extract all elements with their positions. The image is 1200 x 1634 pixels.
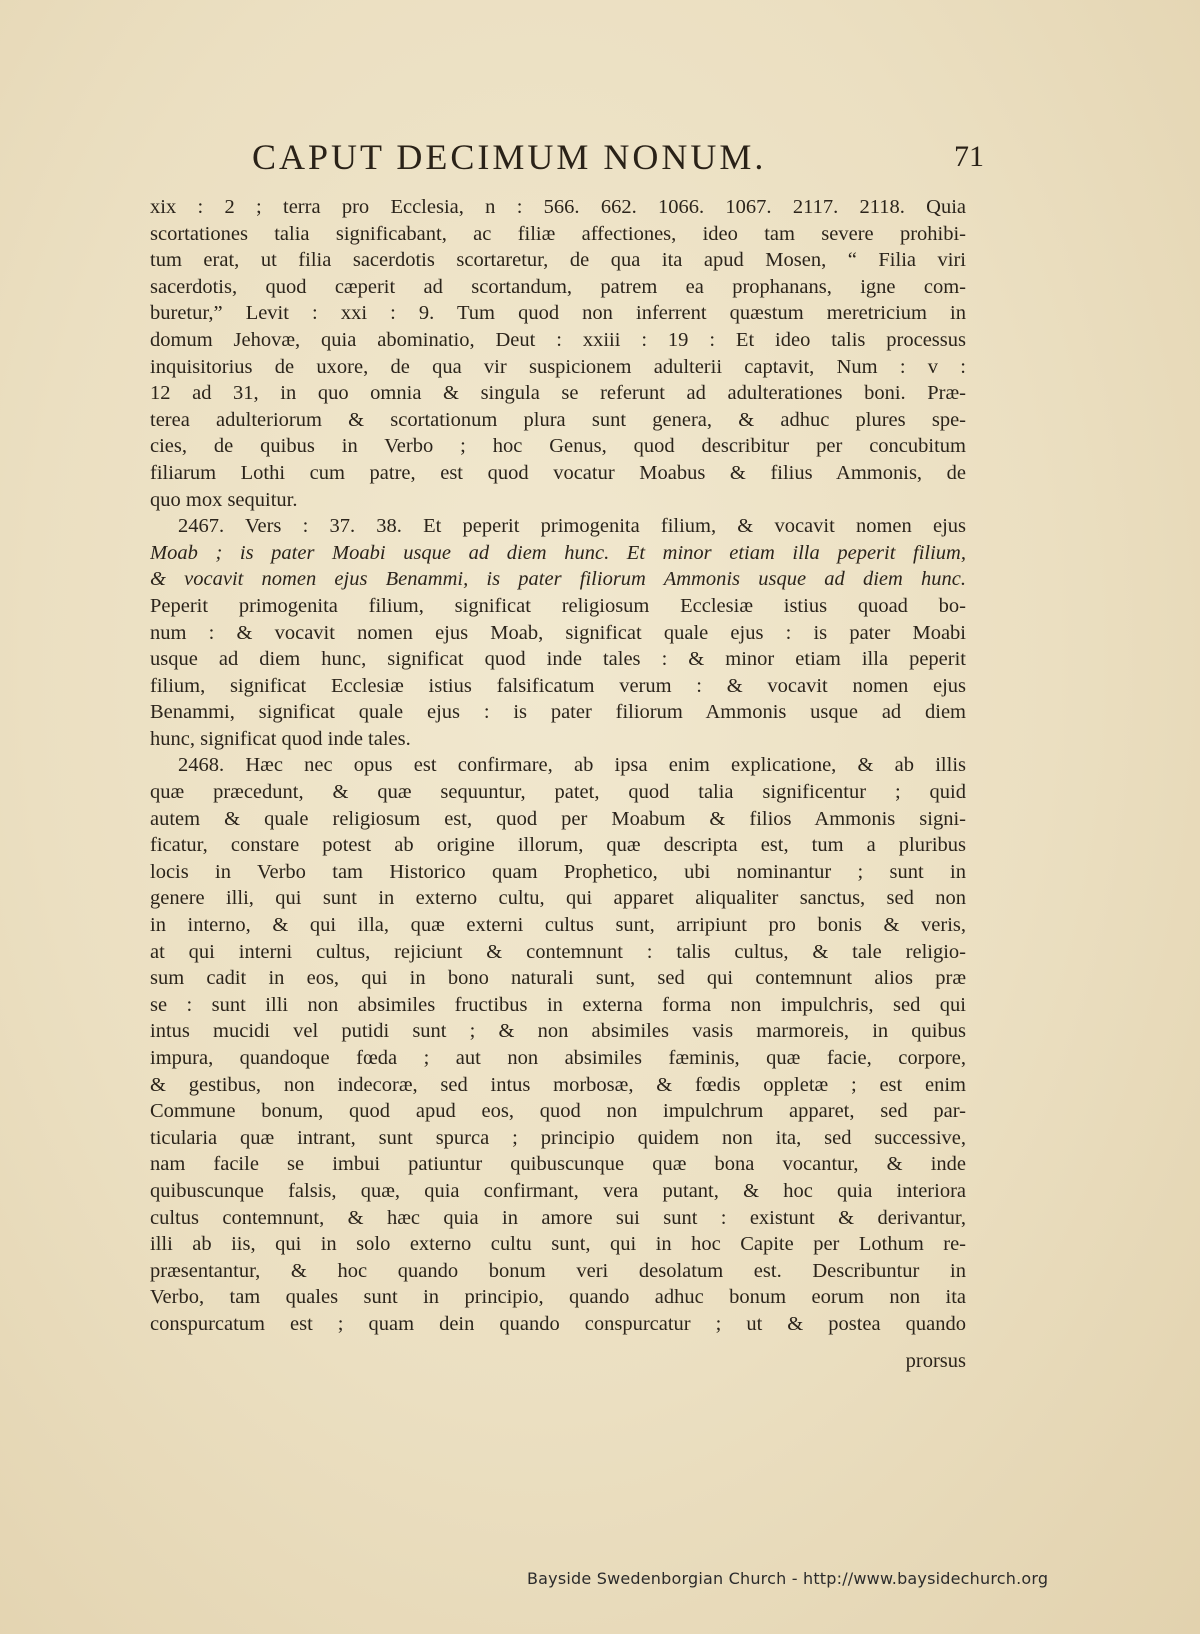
text-line: at qui interni cultus, rejiciunt & contemnunt : talis cultus, & tale religio-	[150, 940, 966, 963]
text-line: ficatur, constare potest ab origine illorum, quæ descripta est, tum a pluribus	[150, 834, 966, 857]
text-line: 2468. Hæc nec opus est confirmare, ab ipsa enim explicatione, & ab illis	[178, 754, 966, 777]
text-line: sacerdotis, quod cæperit ad scortandum, patrem ea prophanans, igne com-	[150, 275, 966, 298]
text-line: illi ab iis, qui in solo externo cultu sunt, qui in hoc Capite per Lothum re-	[150, 1233, 966, 1256]
page-number: 71	[954, 140, 984, 173]
text-line: hunc, significat quod inde tales.	[150, 727, 411, 750]
running-head	[150, 130, 984, 180]
text-line: intus mucidi vel putidi sunt ; & non absimiles vasis marmoreis, in quibus	[150, 1020, 966, 1043]
footer-credit: Bayside Swedenborgian Church - http://www.baysidechurch.org	[527, 1569, 1049, 1588]
paragraph-2468	[150, 752, 966, 1337]
text-line: Benammi, significat quale ejus : is pater filiorum Ammonis usque ad diem	[150, 701, 966, 724]
text-line: quibuscunque falsis, quæ, quia confirmant, vera putant, & hoc quia interiora	[150, 1179, 966, 1202]
text-line: nam facile se imbui patiuntur quibuscunque quæ bona vocantur, & inde	[150, 1153, 966, 1176]
text-line: locis in Verbo tam Historico quam Prophetico, ubi nominantur ; sunt in	[150, 860, 966, 883]
text-line: sum cadit in eos, qui in bono naturali sunt, sed qui contemnunt alios præ	[150, 967, 966, 990]
text-line: ticularia quæ intrant, sunt spurca ; principio quidem non ita, sed successive,	[150, 1126, 966, 1149]
text-line: conspurcatum est ; quam dein quando conspurcatur ; ut & postea quando	[150, 1312, 966, 1335]
text-line: xix : 2 ; terra pro Ecclesia, n : 566. 662. 1066. 1067. 2117. 2118. Quia	[150, 196, 966, 218]
text-line: præsentantur, & hoc quando bonum veri desolatum est. Describuntur in	[150, 1259, 966, 1282]
text-line: domum Jehovæ, quia abominatio, Deut : xxiii : 19 : Et ideo talis processus	[150, 328, 966, 351]
text-line: Verbo, tam quales sunt in principio, quando adhuc bonum eorum non ita	[150, 1286, 966, 1309]
text-line: in interno, & qui illa, quæ externi cultus sunt, arripiunt pro bonis & veris,	[150, 914, 966, 937]
paragraph-continued	[150, 194, 966, 513]
text-line: scortationes talia significabant, ac filiæ affectiones, ideo tam severe prohibi-	[150, 222, 966, 245]
text-line: filium, significat Ecclesiæ istius falsificatum verum : & vocavit nomen ejus	[150, 674, 966, 697]
text-line: Moab ; is pater Moabi usque ad diem hunc. Et minor etiam illa peperit filium,	[150, 541, 966, 564]
text-line: inquisitorius de uxore, de qua vir suspicionem adulterii captavit, Num : v :	[150, 355, 966, 378]
text-line: num : & vocavit nomen ejus Moab, significat quale ejus : is pater Moabi	[150, 621, 966, 644]
text-line: terea adulteriorum & scortationum plura sunt genera, & adhuc plures spe-	[150, 408, 966, 431]
text-line: genere illi, qui sunt in externo cultu, qui apparet aliqualiter sanctus, sed non	[150, 887, 966, 910]
text-line: usque ad diem hunc, significat quod inde tales : & minor etiam illa peperit	[150, 648, 966, 671]
text-line: se : sunt illi non absimiles fructibus in externa forma non impulchris, sed qui	[150, 993, 966, 1016]
text-line: cies, de quibus in Verbo ; hoc Genus, quod describitur per concubitum	[150, 435, 966, 458]
text-line: Commune bonum, quod apud eos, quod non impulchrum apparet, sed par-	[150, 1100, 966, 1123]
text-line: impura, quandoque fœda ; aut non absimiles fæminis, quæ facie, corpore,	[150, 1047, 966, 1069]
text-line: & vocavit nomen ejus Benammi, is pater filiorum Ammonis usque ad diem hunc.	[150, 568, 966, 591]
text-line: filiarum Lothi cum patre, est quod vocatur Moabus & filius Ammonis, de	[150, 461, 966, 484]
text-line: 12 ad 31, in quo omnia & singula se referunt ad adulterationes boni. Præ-	[150, 382, 966, 405]
catchword: prorsus	[905, 1350, 966, 1372]
text-line: autem & quale religiosum est, quod per Moabum & filios Ammonis signi-	[150, 807, 966, 830]
text-line: 2467. Vers : 37. 38. Et peperit primogenita filium, & vocavit nomen ejus	[178, 515, 966, 538]
running-title: CAPUT DECIMUM NONUM.	[252, 137, 767, 177]
text-line: Peperit primogenita filium, significat religiosum Ecclesiæ istius quoad bo-	[150, 594, 966, 617]
paragraph-2467	[150, 513, 966, 752]
text-line: tum erat, ut filia sacerdotis scortaretur, de qua ita apud Mosen, “ Filia viri	[150, 249, 966, 272]
book-page	[150, 130, 984, 1372]
text-line: & gestibus, non indecoræ, sed intus morbosæ, & fœdis oppletæ ; est enim	[150, 1073, 966, 1096]
text-line: cultus contemnunt, & hæc quia in amore sui sunt : existunt & derivantur,	[150, 1206, 966, 1229]
text-line: quo mox sequitur.	[150, 488, 298, 511]
text-line: quæ præcedunt, & quæ sequuntur, patet, quod talia significentur ; quid	[150, 781, 966, 804]
text-line: buretur,” Levit : xxi : 9. Tum quod non inferrent quæstum meretricium in	[150, 302, 966, 325]
body-text	[150, 194, 966, 1338]
